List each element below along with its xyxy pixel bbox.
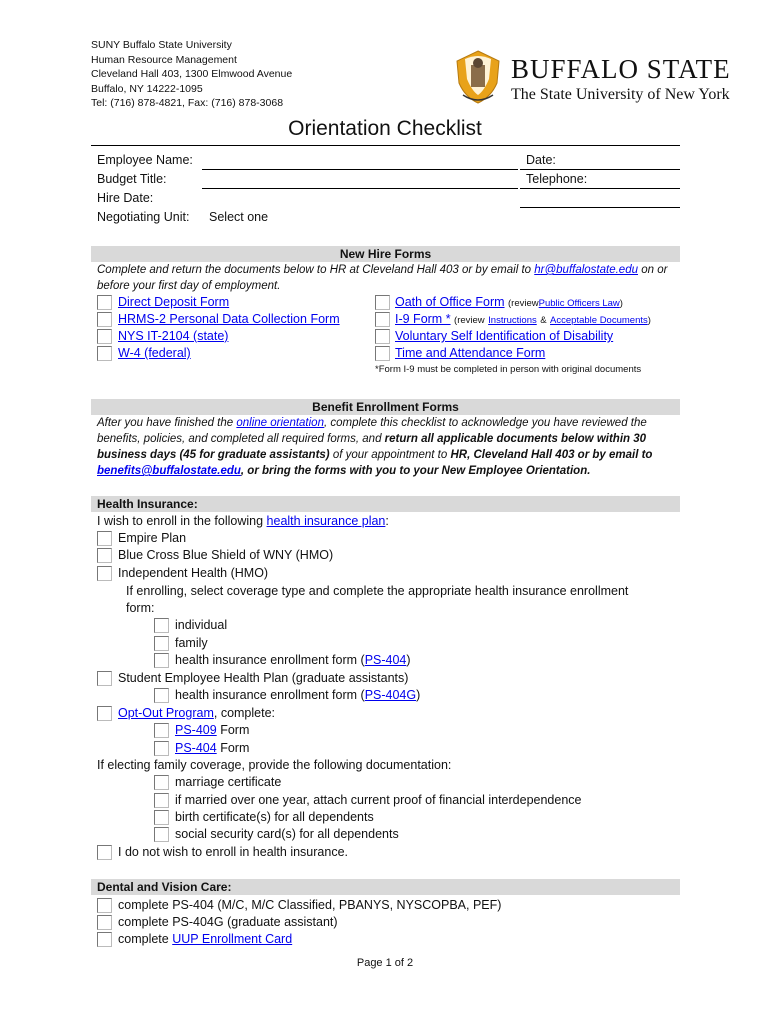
family-documentation-label: If electing family coverage, provide the following documentation: bbox=[97, 758, 452, 772]
checkbox-individual[interactable] bbox=[154, 618, 169, 633]
checkbox-it2104[interactable] bbox=[97, 329, 112, 344]
decline-insurance-label: I do not wish to enroll in health insurance. bbox=[118, 845, 348, 859]
opt-out-row bbox=[118, 706, 275, 720]
checkbox-enrollment-form[interactable] bbox=[154, 653, 169, 668]
checkbox-decline-insurance[interactable] bbox=[97, 845, 112, 860]
instructions-text: on or bbox=[641, 264, 668, 276]
checkbox-birth-certificate[interactable] bbox=[154, 810, 169, 825]
birth-certificate-label: birth certificate(s) for all dependents bbox=[175, 810, 374, 824]
checkbox-hrms2[interactable] bbox=[97, 312, 112, 327]
employee-name-field[interactable] bbox=[202, 169, 518, 170]
ps404-form-link[interactable]: PS-404 bbox=[175, 741, 217, 755]
i9-note: & bbox=[540, 315, 547, 326]
dental-item-1: complete PS-404 (M/C, M/C Classified, PBANYS, NYSCOPBA, PEF) bbox=[118, 898, 502, 912]
instructions-text: before your first day of employment. bbox=[97, 280, 281, 292]
date-label: Date: bbox=[526, 153, 556, 167]
student-plan-label: Student Employee Health Plan (graduate assistants) bbox=[118, 671, 409, 685]
i9-note: (review bbox=[454, 315, 485, 326]
checkbox-student-plan[interactable] bbox=[97, 671, 112, 686]
ps404-link[interactable]: PS-404 bbox=[364, 653, 407, 667]
ps404-row bbox=[175, 741, 249, 755]
buffalo-state-logo bbox=[451, 49, 731, 105]
health-intro-text: : bbox=[385, 514, 389, 528]
independent-health-label: Independent Health (HMO) bbox=[118, 566, 269, 580]
checkbox-uup-card[interactable] bbox=[97, 932, 112, 947]
checkbox-empire-plan[interactable] bbox=[97, 531, 112, 546]
direct-deposit-link[interactable]: Direct Deposit Form bbox=[118, 295, 230, 309]
student-form-text: ) bbox=[416, 688, 421, 702]
checkbox-family[interactable] bbox=[154, 636, 169, 651]
negotiating-unit-label: Negotiating Unit: bbox=[97, 210, 190, 224]
checkbox-vsid[interactable] bbox=[375, 329, 390, 344]
oath-link[interactable]: Oath of Office Form bbox=[395, 295, 505, 309]
family-label: family bbox=[175, 636, 208, 650]
address-line: Human Resource Management bbox=[91, 53, 237, 66]
hr-email-link[interactable]: hr@buffalostate.edu bbox=[534, 264, 638, 276]
coverage-instructions: form: bbox=[126, 601, 155, 615]
ps409-link[interactable]: PS-409 bbox=[175, 723, 217, 737]
w4-link[interactable]: W-4 (federal) bbox=[118, 346, 191, 360]
empire-plan-label: Empire Plan bbox=[118, 531, 187, 545]
health-intro-text: I wish to enroll in the following bbox=[97, 514, 264, 528]
online-orientation-link[interactable]: online orientation bbox=[236, 417, 324, 429]
page-title: Orientation Checklist bbox=[288, 117, 482, 140]
i9-footnote: *Form I-9 must be completed in person with original documents bbox=[375, 364, 642, 375]
hr-address bbox=[91, 38, 292, 111]
benefit-text: of your appointment to bbox=[332, 449, 448, 461]
health-intro bbox=[97, 514, 389, 528]
enrollment-form-text: health insurance enrollment form ( bbox=[175, 653, 365, 667]
checkbox-time-attendance[interactable] bbox=[375, 346, 390, 361]
checkbox-opt-out[interactable] bbox=[97, 706, 112, 721]
negotiating-unit-select[interactable]: Select one bbox=[209, 210, 269, 224]
i9-note: ) bbox=[647, 315, 651, 326]
ps404g-link[interactable]: PS-404G bbox=[364, 688, 417, 702]
dental-item-text: complete bbox=[118, 932, 169, 946]
individual-label: individual bbox=[175, 618, 228, 632]
health-plan-link[interactable]: health insurance plan bbox=[266, 514, 386, 528]
hire-date-label: Hire Date: bbox=[97, 191, 154, 205]
benefit-text: business days (45 for graduate assistants) bbox=[97, 449, 330, 461]
telephone-label: Telephone: bbox=[526, 172, 588, 186]
budget-title-label: Budget Title: bbox=[97, 172, 167, 186]
checkbox-ps404-dental[interactable] bbox=[97, 898, 112, 913]
benefits-email-link[interactable]: benefits@buffalostate.edu bbox=[97, 465, 241, 477]
acceptable-documents-link[interactable]: Acceptable Documents bbox=[550, 315, 648, 326]
oath-row bbox=[395, 295, 623, 309]
uup-enrollment-link[interactable]: UUP Enrollment Card bbox=[172, 932, 293, 946]
checkbox-student-enrollment-form[interactable] bbox=[154, 688, 169, 703]
health-insurance-heading: Health Insurance: bbox=[91, 496, 680, 512]
student-form-row bbox=[175, 688, 420, 702]
vsid-link[interactable]: Voluntary Self Identification of Disability bbox=[395, 329, 614, 343]
dental-item-3 bbox=[118, 932, 292, 946]
oath-note: (review bbox=[508, 298, 539, 309]
ps409-row bbox=[175, 723, 249, 737]
benefit-text: , complete this checklist to acknowledge you have reviewed the bbox=[323, 417, 647, 429]
date-field[interactable] bbox=[520, 169, 680, 170]
public-officers-law-link[interactable]: Public Officers Law bbox=[538, 298, 620, 309]
benefit-instructions bbox=[97, 415, 682, 479]
address-line: SUNY Buffalo State University bbox=[91, 39, 232, 51]
ps404-text: Form bbox=[220, 741, 250, 755]
logo-tagline: The State University of New York bbox=[511, 86, 730, 103]
marriage-certificate-label: marriage certificate bbox=[175, 775, 282, 789]
enrollment-form-text: ) bbox=[406, 653, 411, 667]
i9-row bbox=[395, 312, 651, 326]
checkbox-w4[interactable] bbox=[97, 346, 112, 361]
checkbox-marriage-certificate[interactable] bbox=[154, 775, 169, 790]
oath-note: ) bbox=[619, 298, 623, 309]
seal-icon bbox=[451, 49, 505, 105]
checkbox-ss-card[interactable] bbox=[154, 827, 169, 842]
dental-vision-heading: Dental and Vision Care: bbox=[91, 879, 680, 895]
checkbox-bcbs[interactable] bbox=[97, 548, 112, 563]
employee-name-label: Employee Name: bbox=[97, 153, 193, 167]
page-number: Page 1 of 2 bbox=[356, 957, 414, 969]
instructions-link[interactable]: Instructions bbox=[488, 315, 537, 326]
hrms2-link[interactable]: HRMS-2 Personal Data Collection Form bbox=[118, 312, 340, 326]
bcbs-label: Blue Cross Blue Shield of WNY (HMO) bbox=[118, 548, 334, 562]
benefit-text: , or bring the forms with you to your New Employee Orientation. bbox=[240, 465, 591, 477]
coverage-instructions: If enrolling, select coverage type and complete the appropriate health insurance enrollment bbox=[126, 584, 629, 598]
i9-link[interactable]: I-9 Form * bbox=[395, 312, 451, 326]
benefit-text: HR, Cleveland Hall 403 or by email to bbox=[450, 449, 653, 461]
checkbox-ps404g-dental[interactable] bbox=[97, 915, 112, 930]
student-form-text: health insurance enrollment form ( bbox=[175, 688, 365, 702]
opt-out-link[interactable]: Opt-Out Program bbox=[118, 706, 214, 720]
ps409-text: Form bbox=[220, 723, 250, 737]
enrollment-form-row bbox=[175, 653, 411, 667]
address-line: Tel: (716) 878-4821, Fax: (716) 878-3068 bbox=[91, 97, 284, 109]
it2104-link[interactable]: NYS IT-2104 (state) bbox=[118, 329, 229, 343]
checkbox-independent-health[interactable] bbox=[97, 566, 112, 581]
checkbox-oath[interactable] bbox=[375, 295, 390, 310]
opt-out-text: , complete: bbox=[213, 706, 276, 720]
new-hire-instructions bbox=[97, 262, 682, 294]
benefit-forms-heading: Benefit Enrollment Forms bbox=[91, 399, 680, 415]
new-hire-forms-heading: New Hire Forms bbox=[91, 246, 680, 262]
title-divider bbox=[91, 145, 680, 146]
ss-card-label: social security card(s) for all dependents bbox=[175, 827, 399, 841]
telephone-field[interactable] bbox=[520, 188, 680, 189]
dental-item-2: complete PS-404G (graduate assistant) bbox=[118, 915, 338, 929]
checkbox-ps404[interactable] bbox=[154, 741, 169, 756]
financial-proof-label: if married over one year, attach current proof of financial interdependence bbox=[175, 793, 582, 807]
address-line: Buffalo, NY 14222-1095 bbox=[91, 82, 203, 95]
extra-field[interactable] bbox=[520, 207, 680, 208]
budget-title-field[interactable] bbox=[202, 188, 518, 189]
instructions-text: Complete and return the documents below to HR at Cleveland Hall 403 or by email to bbox=[97, 264, 532, 276]
address-line: Cleveland Hall 403, 1300 Elmwood Avenue bbox=[91, 68, 293, 80]
checkbox-financial-proof[interactable] bbox=[154, 793, 169, 808]
time-attendance-link[interactable]: Time and Attendance Form bbox=[395, 346, 546, 360]
checkbox-ps409[interactable] bbox=[154, 723, 169, 738]
checkbox-direct-deposit[interactable] bbox=[97, 295, 112, 310]
benefit-text: After you have finished the bbox=[97, 417, 234, 429]
benefit-text: benefits, policies, and completed all required forms, and bbox=[97, 433, 382, 445]
checkbox-i9[interactable] bbox=[375, 312, 390, 327]
benefit-text: return all applicable documents below within 30 bbox=[384, 433, 647, 445]
logo-wordmark: BUFFALO STATE bbox=[511, 54, 731, 84]
